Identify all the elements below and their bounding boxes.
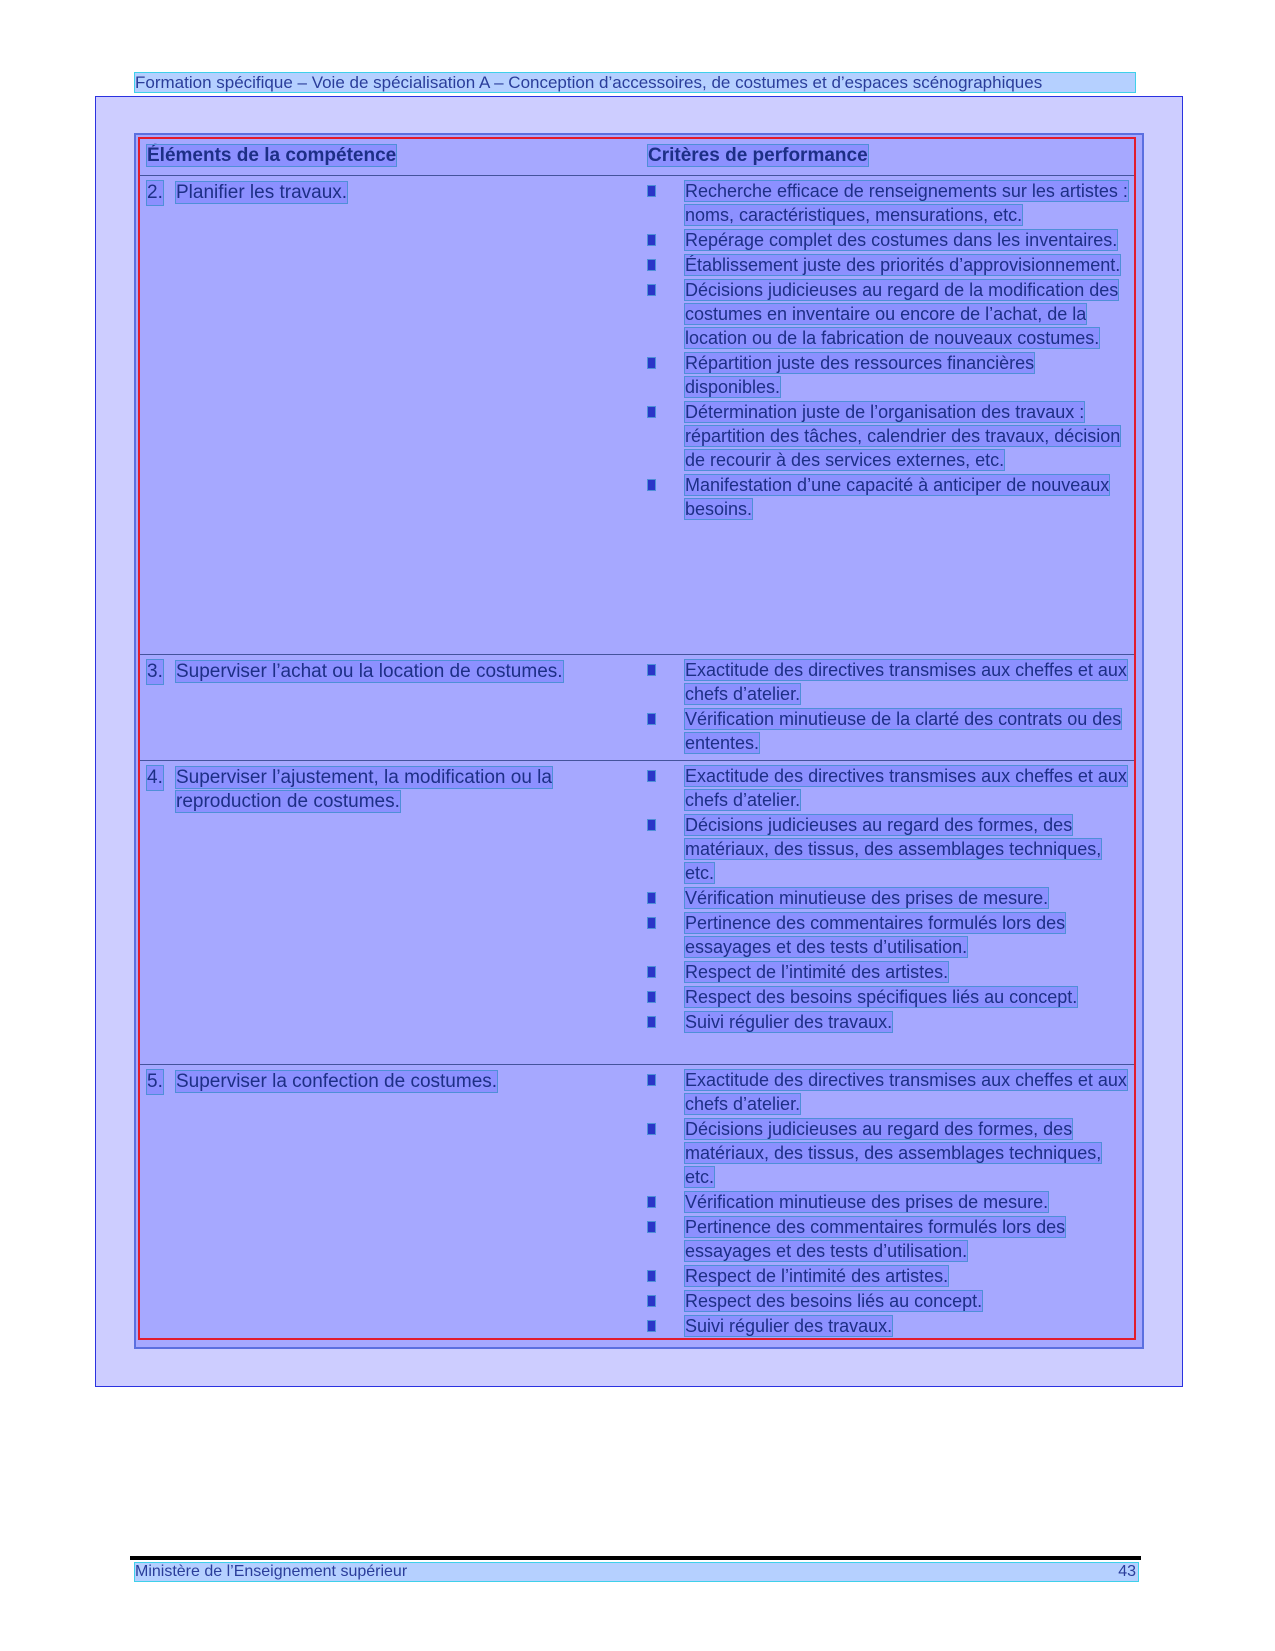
list-item: Vérification minutieuse de la clarté des contrats ou des ententes.	[648, 707, 1128, 755]
list-item: Recherche efficace de renseignements sur les artistes : noms, caractéristiques, mensurations, etc.	[648, 179, 1128, 227]
bullet-icon	[648, 235, 655, 245]
bullet-icon	[648, 1271, 655, 1281]
criteria-list	[648, 1068, 1128, 1338]
list-item: Pertinence des commentaires formulés lors des essayages et des tests d’utilisation.	[648, 911, 1128, 959]
footer-rule	[130, 1556, 1141, 1560]
list-item: Exactitude des directives transmises aux cheffes et aux chefs d’atelier.	[648, 1068, 1128, 1116]
bullet-icon	[648, 1124, 655, 1134]
competence-table	[138, 137, 1136, 1340]
running-header: Formation spécifique – Voie de spécialisation A – Conception d’accessoires, de costumes et d’espaces scénographiques	[135, 73, 1135, 92]
competence-element: 3. Superviser l’achat ou la location de costumes.	[147, 661, 563, 682]
competence-element: 4. Superviser l’ajustement, la modification ou la reproduction de costumes.	[147, 767, 552, 812]
bullet-icon	[648, 480, 655, 490]
list-item: Décisions judicieuses au regard de la modification des costumes en inventaire ou encore de l’achat, de la location ou de la fabrication de nouveaux costumes.	[648, 278, 1128, 350]
list-item: Pertinence des commentaires formulés lors des essayages et des tests d’utilisation.	[648, 1215, 1128, 1263]
list-item: Détermination juste de l’organisation des travaux : répartition des tâches, calendrier des travaux, décision de recourir à des services externes, etc.	[648, 400, 1128, 472]
list-item: Répartition juste des ressources financières disponibles.	[648, 351, 1128, 399]
bullet-icon	[648, 407, 655, 417]
bullet-icon	[648, 992, 655, 1002]
criteria-list	[648, 658, 1128, 755]
list-item: Établissement juste des priorités d’approvisionnement.	[648, 253, 1128, 277]
page-number: 43	[1118, 1563, 1136, 1580]
page-footer	[135, 1563, 1138, 1581]
bullet-icon	[648, 1321, 655, 1331]
column-header-elements: Éléments de la compétence	[147, 145, 397, 166]
bullet-icon	[648, 1197, 655, 1207]
list-item: Respect des besoins liés au concept.	[648, 1289, 1128, 1313]
bullet-icon	[648, 771, 655, 781]
competence-element: 2. Planifier les travaux.	[147, 182, 348, 203]
bullet-icon	[648, 1222, 655, 1232]
bullet-icon	[648, 285, 655, 295]
list-item: Exactitude des directives transmises aux cheffes et aux chefs d’atelier.	[648, 658, 1128, 706]
table-row	[140, 175, 1134, 618]
bullet-icon	[648, 820, 655, 830]
list-item: Vérification minutieuse des prises de mesure.	[648, 1190, 1128, 1214]
list-item: Manifestation d’une capacité à anticiper de nouveaux besoins.	[648, 473, 1128, 521]
bullet-icon	[648, 1296, 655, 1306]
bullet-icon	[648, 260, 655, 270]
table-row	[140, 654, 1134, 759]
list-item: Vérification minutieuse des prises de mesure.	[648, 886, 1128, 910]
bullet-icon	[648, 714, 655, 724]
criteria-list	[648, 179, 1128, 521]
footer-ministry: Ministère de l’Enseignement supérieur	[135, 1563, 408, 1580]
bullet-icon	[648, 358, 655, 368]
bullet-icon	[648, 967, 655, 977]
table-header-row	[140, 143, 1134, 173]
bullet-icon	[648, 1075, 655, 1085]
list-item: Respect de l’intimité des artistes.	[648, 1264, 1128, 1288]
column-header-criteria: Critères de performance	[648, 145, 868, 166]
list-item: Suivi régulier des travaux.	[648, 1314, 1128, 1338]
table-row	[140, 1064, 1134, 1337]
list-item: Décisions judicieuses au regard des formes, des matériaux, des tissus, des assemblages techniques, etc.	[648, 1117, 1128, 1189]
list-item: Décisions judicieuses au regard des formes, des matériaux, des tissus, des assemblages techniques, etc.	[648, 813, 1128, 885]
bullet-icon	[648, 186, 655, 196]
list-item: Respect de l’intimité des artistes.	[648, 960, 1128, 984]
bullet-icon	[648, 918, 655, 928]
bullet-icon	[648, 1017, 655, 1027]
criteria-list	[648, 764, 1128, 1034]
competence-element: 5. Superviser la confection de costumes.	[147, 1071, 498, 1092]
bullet-icon	[648, 665, 655, 675]
list-item: Exactitude des directives transmises aux cheffes et aux chefs d’atelier.	[648, 764, 1128, 812]
list-item: Respect des besoins spécifiques liés au concept.	[648, 985, 1128, 1009]
list-item: Suivi régulier des travaux.	[648, 1010, 1128, 1034]
bullet-icon	[648, 893, 655, 903]
list-item: Repérage complet des costumes dans les inventaires.	[648, 228, 1128, 252]
table-row	[140, 760, 1134, 1063]
